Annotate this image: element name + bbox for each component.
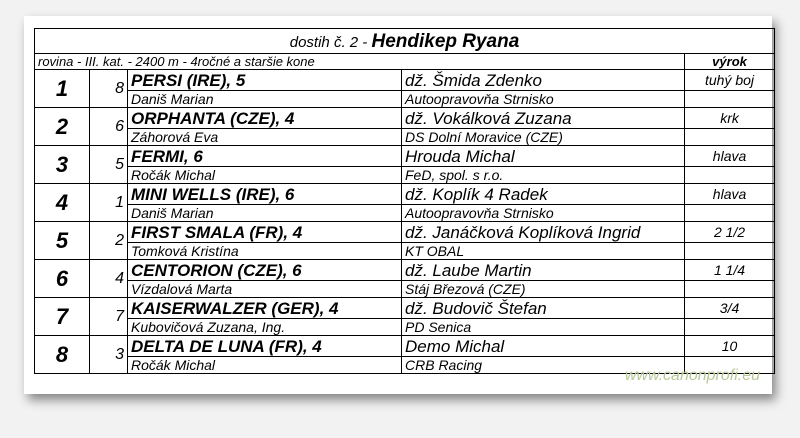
result-subrow bbox=[35, 243, 775, 260]
trainer-name: Hrouda Michal bbox=[402, 146, 685, 167]
results-sheet bbox=[24, 16, 772, 394]
place-cell: 3 bbox=[35, 146, 90, 184]
owner-name: KT OBAL bbox=[402, 243, 685, 260]
result-subrow bbox=[35, 205, 775, 222]
horse-name: DELTA DE LUNA (FR), 4 bbox=[128, 336, 402, 357]
race-name: Hendikep Ryana bbox=[371, 30, 520, 52]
margin-value: tuhý boj bbox=[685, 70, 775, 91]
start-number: 4 bbox=[90, 260, 128, 298]
results-table bbox=[34, 28, 775, 374]
jockey-name: Daniš Marian bbox=[128, 205, 402, 222]
result-row bbox=[35, 222, 775, 243]
result-row bbox=[35, 70, 775, 91]
place-cell: 8 bbox=[35, 336, 90, 374]
trainer-name: dž. Laube Martin bbox=[402, 260, 685, 281]
race-title bbox=[35, 29, 775, 54]
result-row bbox=[35, 146, 775, 167]
horse-name: ORPHANTA (CZE), 4 bbox=[128, 108, 402, 129]
margin-blank bbox=[685, 205, 775, 222]
result-row bbox=[35, 298, 775, 319]
result-row bbox=[35, 336, 775, 357]
race-prefix: dostih č. 2 - bbox=[289, 33, 368, 51]
result-row bbox=[35, 260, 775, 281]
owner-name: CRB Racing bbox=[402, 357, 685, 374]
place-cell: 6 bbox=[35, 260, 90, 298]
horse-name: FERMI, 6 bbox=[128, 146, 402, 167]
horse-name: MINI WELLS (IRE), 6 bbox=[128, 184, 402, 205]
place-cell: 5 bbox=[35, 222, 90, 260]
horse-name: CENTORION (CZE), 6 bbox=[128, 260, 402, 281]
race-info-row bbox=[35, 54, 775, 70]
owner-name: Autoopravovňa Strnisko bbox=[402, 205, 685, 222]
trainer-name: dž. Šmida Zdenko bbox=[402, 70, 685, 91]
margin-value: hlava bbox=[685, 184, 775, 205]
margin-blank bbox=[685, 319, 775, 336]
start-number: 6 bbox=[90, 108, 128, 146]
trainer-name: Demo Michal bbox=[402, 336, 685, 357]
result-subrow bbox=[35, 91, 775, 108]
margin-blank bbox=[685, 281, 775, 298]
place-cell: 7 bbox=[35, 298, 90, 336]
start-number: 7 bbox=[90, 298, 128, 336]
margin-value: hlava bbox=[685, 146, 775, 167]
start-number: 8 bbox=[90, 70, 128, 108]
trainer-name: dž. Janáčková Koplíková Ingrid bbox=[402, 222, 685, 243]
jockey-name: Ročák Michal bbox=[128, 357, 402, 374]
place-cell: 2 bbox=[35, 108, 90, 146]
start-number: 3 bbox=[90, 336, 128, 374]
jockey-name: Ročák Michal bbox=[128, 167, 402, 184]
race-title-row bbox=[35, 29, 775, 54]
owner-name: Stáj Březová (CZE) bbox=[402, 281, 685, 298]
trainer-name: dž. Budovič Štefan bbox=[402, 298, 685, 319]
result-row bbox=[35, 108, 775, 129]
result-row bbox=[35, 184, 775, 205]
watermark: www.canonprofi.eu bbox=[624, 367, 760, 384]
verdict-header: výrok bbox=[685, 54, 775, 70]
margin-value: 2 1/2 bbox=[685, 222, 775, 243]
start-number: 1 bbox=[90, 184, 128, 222]
margin-value: 10 bbox=[685, 336, 775, 357]
place-cell: 1 bbox=[35, 70, 90, 108]
owner-name: Autoopravovňa Strnisko bbox=[402, 91, 685, 108]
start-number: 5 bbox=[90, 146, 128, 184]
margin-blank bbox=[685, 243, 775, 260]
trainer-name: dž. Vokálková Zuzana bbox=[402, 108, 685, 129]
place-cell: 4 bbox=[35, 184, 90, 222]
margin-blank bbox=[685, 167, 775, 184]
jockey-name: Daniš Marian bbox=[128, 91, 402, 108]
result-subrow bbox=[35, 319, 775, 336]
trainer-name: dž. Koplík 4 Radek bbox=[402, 184, 685, 205]
owner-name: DS Dolní Moravice (CZE) bbox=[402, 129, 685, 146]
result-subrow bbox=[35, 129, 775, 146]
owner-name: PD Senica bbox=[402, 319, 685, 336]
jockey-name: Záhorová Eva bbox=[128, 129, 402, 146]
jockey-name: Kubovičová Zuzana, Ing. bbox=[128, 319, 402, 336]
result-subrow bbox=[35, 281, 775, 298]
race-info: rovina - III. kat. - 2400 m - 4ročné a staršie kone bbox=[35, 54, 685, 70]
horse-name: PERSI (IRE), 5 bbox=[128, 70, 402, 91]
result-subrow bbox=[35, 167, 775, 184]
horse-name: KAISERWALZER (GER), 4 bbox=[128, 298, 402, 319]
jockey-name: Tomková Kristína bbox=[128, 243, 402, 260]
margin-blank bbox=[685, 91, 775, 108]
margin-value: 3/4 bbox=[685, 298, 775, 319]
horse-name: FIRST SMALA (FR), 4 bbox=[128, 222, 402, 243]
owner-name: FeD, spol. s r.o. bbox=[402, 167, 685, 184]
margin-value: krk bbox=[685, 108, 775, 129]
margin-blank bbox=[685, 129, 775, 146]
jockey-name: Vízdalová Marta bbox=[128, 281, 402, 298]
margin-value: 1 1/4 bbox=[685, 260, 775, 281]
start-number: 2 bbox=[90, 222, 128, 260]
